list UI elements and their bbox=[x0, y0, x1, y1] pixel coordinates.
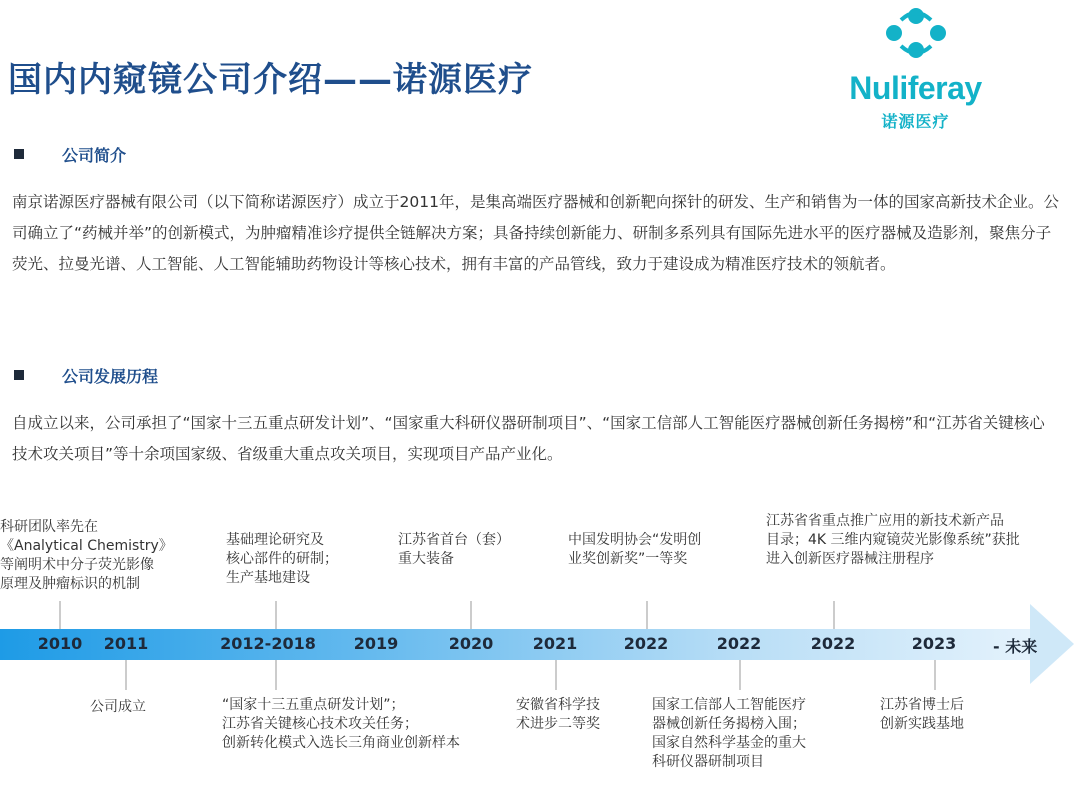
milestone-2020: 江苏省首台（套） 重大装备 bbox=[398, 532, 510, 567]
milestone-2022-ai: 国家工信部人工智能医疗 器械创新任务揭榜入围； 国家自然科学基金的重大 科研仪器研制项目 bbox=[652, 697, 806, 770]
logo-brand-cn: 诺源医疗 bbox=[881, 112, 950, 131]
timeline-connector bbox=[275, 601, 277, 629]
milestone-2023: 江苏省博士后 创新实践基地 bbox=[880, 697, 964, 732]
timeline-band bbox=[0, 629, 1030, 660]
timeline-connector bbox=[646, 601, 648, 629]
timeline-connector bbox=[555, 660, 557, 690]
square-bullet-icon bbox=[14, 370, 24, 380]
timeline-year: 2012-2018 bbox=[220, 634, 316, 653]
section-heading-label: 公司发展历程 bbox=[62, 367, 159, 386]
timeline-connector bbox=[470, 601, 472, 629]
timeline-connector bbox=[833, 601, 835, 629]
milestone-2011: 公司成立 bbox=[90, 699, 146, 715]
timeline-year: 2020 bbox=[448, 634, 494, 653]
timeline-future-label: - 未来 bbox=[993, 637, 1038, 656]
logo-brand-en: Nuliferay bbox=[849, 70, 982, 106]
timeline-year: 2023 bbox=[911, 634, 957, 653]
timeline-connector bbox=[59, 601, 61, 629]
history-paragraph: 自成立以来，公司承担了“国家十三五重点研发计划”、“国家重大科研仪器研制项目”、“国家工信部人工智能医疗器械创新任务揭榜”和“江苏省关键核心技术攻关项目”等十余项国家级、省级重大重点攻关项目，实现项目产品产业化。 bbox=[12, 414, 1045, 463]
milestone-2010: 科研团队率先在 《Analytical Chemistry》 等阐明术中分子荧光影像 原理及肿瘤标识的机制 bbox=[0, 519, 173, 592]
milestone-2012-2018: 基础理论研究及 核心部件的研制； 生产基地建设 bbox=[226, 532, 338, 586]
company-intro-paragraph: 南京诺源医疗器械有限公司（以下简称诺源医疗）成立于2011年，是集高端医疗器械和创新靶向探针的研发、生产和销售为一体的国家高新技术企业。公司确立了“药械并举”的创新模式，为肿瘤精准诊疗提供全链解决方案；具备持续创新能力、研制多系列具有国际先进水平的医疗器械及造影剂，聚焦分子荧光、拉曼光谱、人工智能、人工智能辅助药物设计等核心技术，拥有丰富的产品管线，致力于建设成为精准医疗技术的领航者。 bbox=[12, 193, 1059, 273]
milestone-2019: “国家十三五重点研发计划”； 江苏省关键核心技术攻关任务； 创新转化模式入选长三角商业创新样本 bbox=[222, 697, 460, 751]
timeline-year: 2019 bbox=[353, 634, 399, 653]
timeline-connector bbox=[125, 660, 127, 690]
timeline-connector bbox=[739, 660, 741, 690]
milestone-2021: 安徽省科学技 术进步二等奖 bbox=[516, 697, 600, 732]
timeline-year: 2022 bbox=[623, 634, 669, 653]
timeline-connector bbox=[934, 660, 936, 690]
milestone-2022-jiangsu: 江苏省省重点推广应用的新技术新产品 目录；4K 三维内窥镜荧光影像系统”获批 进入创新医疗器械注册程序 bbox=[766, 513, 1020, 567]
timeline-year: 2021 bbox=[532, 634, 578, 653]
timeline-year: 2011 bbox=[103, 634, 149, 653]
section-heading-label: 公司简介 bbox=[62, 146, 127, 165]
timeline-year: 2022 bbox=[810, 634, 856, 653]
timeline-year: 2010 bbox=[37, 634, 83, 653]
page-title: 国内内窥镜公司介绍——诺源医疗 bbox=[8, 60, 533, 100]
square-bullet-icon bbox=[14, 149, 24, 159]
company-logo bbox=[843, 6, 988, 131]
timeline-year: 2022 bbox=[716, 634, 762, 653]
logo-mark-icon bbox=[881, 6, 951, 64]
milestone-2022-invention: 中国发明协会“发明创 业奖创新奖”一等奖 bbox=[568, 532, 702, 567]
timeline-connector bbox=[275, 660, 277, 690]
